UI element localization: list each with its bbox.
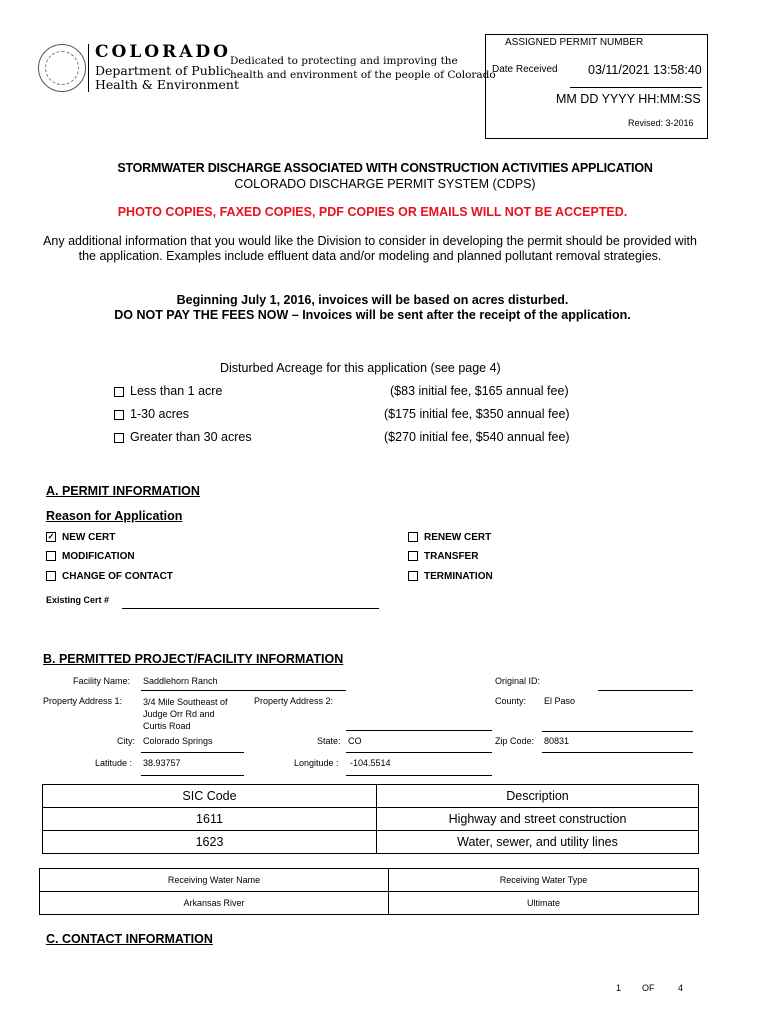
- logo-divider: [88, 44, 89, 92]
- sic-code-cell[interactable]: 1623: [43, 831, 377, 854]
- longitude-field[interactable]: -104.5514: [350, 758, 391, 768]
- fee-less-than-1: ($83 initial fee, $165 annual fee): [390, 384, 569, 398]
- county-underline: [542, 731, 693, 732]
- checkbox-greater-than-30[interactable]: [114, 433, 124, 443]
- section-b-title: B. PERMITTED PROJECT/FACILITY INFORMATION: [43, 652, 344, 666]
- sic-description-cell[interactable]: Water, sewer, and utility lines: [377, 831, 699, 854]
- original-id-underline: [598, 690, 693, 691]
- form-subtitle: COLORADO DISCHARGE PERMIT SYSTEM (CDPS): [234, 177, 536, 191]
- water-header-type: Receiving Water Type: [389, 869, 699, 892]
- water-type-cell[interactable]: Ultimate: [389, 892, 699, 915]
- checkbox-renew-cert[interactable]: [408, 532, 418, 542]
- acreage-heading: Disturbed Acreage for this application (see page 4): [220, 361, 501, 375]
- sic-header-code: SIC Code: [43, 785, 377, 808]
- intro-line-2: the application. Examples include effluent data and/or modeling and planned pollutant removal strategies.: [78, 249, 662, 263]
- facility-name-underline: [141, 690, 346, 691]
- checkbox-change-of-contact[interactable]: [46, 571, 56, 581]
- form-title: STORMWATER DISCHARGE ASSOCIATED WITH CONSTRUCTION ACTIVITIES APPLICATION: [117, 161, 653, 175]
- option-termination[interactable]: TERMINATION: [408, 571, 493, 582]
- date-received-underline: [570, 87, 702, 88]
- latitude-underline: [141, 775, 244, 776]
- sic-table: [42, 784, 699, 854]
- facility-name-field[interactable]: Saddlehorn Ranch: [143, 676, 218, 686]
- invoice-notice-1: Beginning July 1, 2016, invoices will be based on acres disturbed.: [176, 293, 569, 307]
- county-field[interactable]: El Paso: [544, 696, 576, 706]
- option-transfer[interactable]: TRANSFER: [408, 551, 478, 562]
- existing-cert-underline: [122, 608, 379, 609]
- checkbox-less-than-1[interactable]: [114, 387, 124, 397]
- checkbox-1-30[interactable]: [114, 410, 124, 420]
- sic-description-cell[interactable]: Highway and street construction: [377, 808, 699, 831]
- revised-date: Revised: 3-2016: [628, 118, 694, 128]
- longitude-label: Longitude :: [294, 758, 339, 768]
- fee-greater-than-30: ($270 initial fee, $540 annual fee): [384, 430, 570, 444]
- address1-label: Property Address 1:: [43, 696, 123, 706]
- org-name: COLORADO: [95, 42, 231, 62]
- section-c-title: C. CONTACT INFORMATION: [46, 932, 213, 946]
- address2-label: Property Address 2:: [254, 696, 334, 706]
- zip-field[interactable]: 80831: [544, 736, 570, 746]
- existing-cert-label: Existing Cert #: [46, 595, 110, 605]
- option-modification[interactable]: MODIFICATION: [46, 551, 135, 562]
- acreage-option-less-than-1[interactable]: Less than 1 acre: [114, 384, 222, 398]
- date-received-field[interactable]: 03/11/2021 13:58:40: [588, 63, 702, 77]
- water-name-cell[interactable]: Arkansas River: [40, 892, 389, 915]
- state-label: State:: [317, 736, 341, 746]
- city-field[interactable]: Colorado Springs: [143, 736, 213, 746]
- checkbox-termination[interactable]: [408, 571, 418, 581]
- checkbox-transfer[interactable]: [408, 551, 418, 561]
- option-change-of-contact[interactable]: CHANGE OF CONTACT: [46, 571, 173, 582]
- state-underline: [346, 752, 492, 753]
- option-renew-cert[interactable]: RENEW CERT: [408, 532, 491, 543]
- address2-underline: [346, 730, 492, 731]
- date-format-hint: MM DD YYYY HH:MM:SS: [556, 92, 701, 106]
- tagline: Dedicated to protecting and improving the health and environment of the people of Colorado: [230, 55, 496, 81]
- sic-header-description: Description: [377, 785, 699, 808]
- city-label: City:: [117, 736, 135, 746]
- acreage-option-greater-than-30[interactable]: Greater than 30 acres: [114, 430, 252, 444]
- zip-underline: [542, 752, 693, 753]
- latitude-field[interactable]: 38.93757: [143, 758, 181, 768]
- page-number: 1: [616, 983, 622, 993]
- latitude-label: Latitude :: [95, 758, 133, 768]
- state-field[interactable]: CO: [348, 736, 362, 746]
- option-new-cert[interactable]: ✓ NEW CERT: [47, 532, 116, 543]
- checkbox-modification[interactable]: [46, 551, 56, 561]
- copies-warning: PHOTO COPIES, FAXED COPIES, PDF COPIES OR EMAILS WILL NOT BE ACCEPTED.: [117, 205, 628, 219]
- department-name: Department of Public Health & Environment: [95, 63, 240, 92]
- reason-heading: Reason for Application: [46, 509, 183, 523]
- date-received-label: Date Received: [492, 64, 558, 75]
- colorado-state-seal-icon: [38, 44, 86, 92]
- sic-code-cell[interactable]: 1611: [43, 808, 377, 831]
- zip-label: Zip Code:: [495, 736, 535, 746]
- longitude-underline: [346, 775, 492, 776]
- original-id-label: Original ID:: [495, 676, 541, 686]
- city-underline: [141, 752, 244, 753]
- water-header-name: Receiving Water Name: [40, 869, 389, 892]
- address1-field[interactable]: 3/4 Mile Southeast of Judge Orr Rd and Curtis Road: [143, 697, 228, 731]
- invoice-notice-2: DO NOT PAY THE FEES NOW – Invoices will be sent after the receipt of the application.: [114, 308, 631, 322]
- fee-1-30: ($175 initial fee, $350 annual fee): [384, 407, 570, 421]
- section-a-title: A. PERMIT INFORMATION: [46, 484, 200, 498]
- acreage-option-1-30[interactable]: 1-30 acres: [114, 407, 189, 421]
- facility-name-label: Facility Name:: [73, 676, 131, 686]
- assigned-permit-label: ASSIGNED PERMIT NUMBER: [505, 37, 644, 48]
- county-label: County:: [495, 696, 527, 706]
- receiving-water-table: [39, 868, 699, 915]
- page-total: 4: [678, 983, 684, 993]
- intro-line-1: Any additional information that you would like the Division to consider in developing the permit should be provided with: [43, 234, 697, 248]
- checkbox-new-cert[interactable]: ✓: [47, 532, 55, 542]
- page-of-label: OF: [642, 983, 655, 993]
